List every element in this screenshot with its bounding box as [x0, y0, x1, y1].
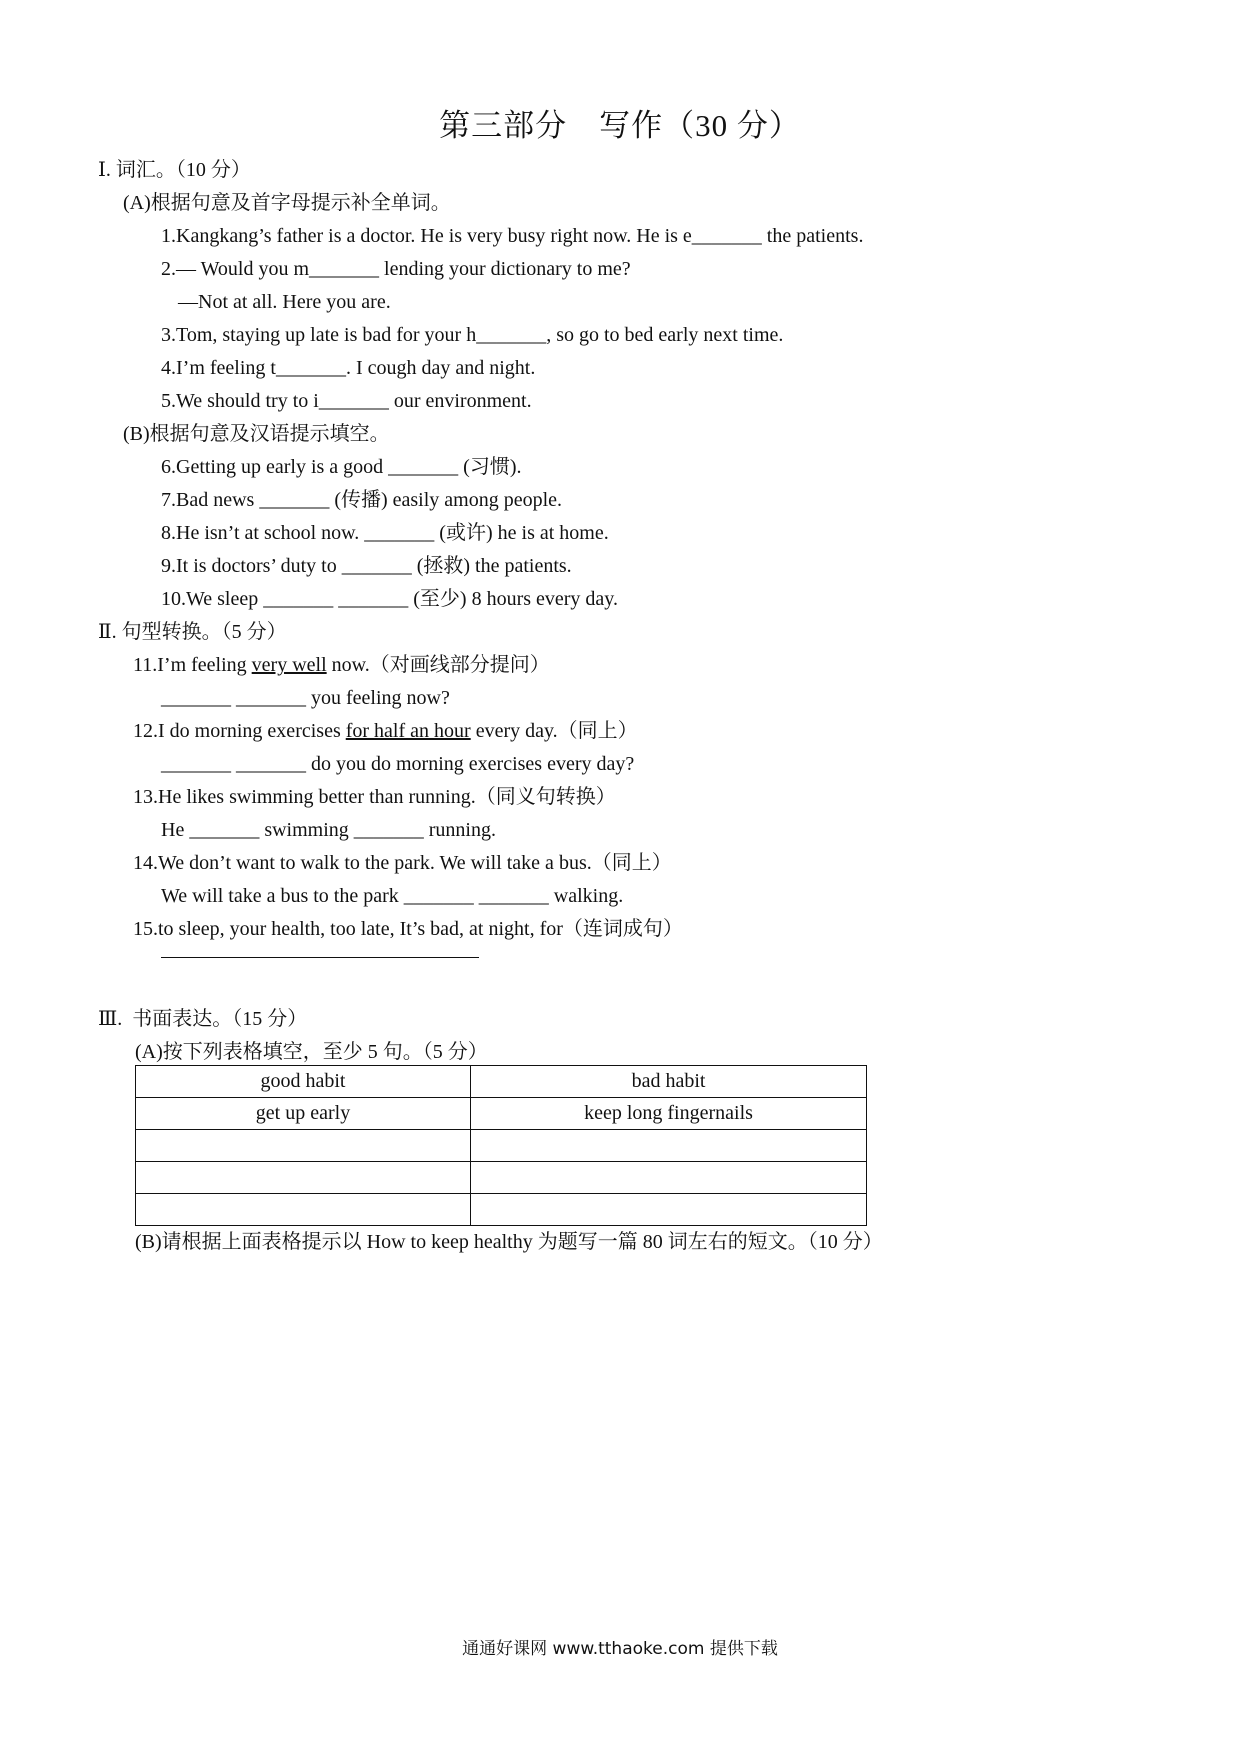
table-header-bad-habit: bad habit: [471, 1066, 867, 1098]
table-row: [136, 1098, 867, 1130]
transform-item-15: 15.to sleep, your health, too late, It’s bad, at night, for（连词成句）: [133, 918, 683, 940]
section2-heading: Ⅱ. 句型转换。（5 分）: [98, 621, 287, 643]
table-cell-good: [136, 1162, 471, 1194]
q11-underlined: very well: [251, 654, 327, 676]
habits-table: [135, 1065, 867, 1226]
vocab-item-5: 5.We should try to i_______ our environment.: [161, 390, 532, 412]
section1-heading: Ⅰ. 词汇。（10 分）: [98, 159, 251, 181]
page-title: 第三部分 写作（30 分）: [439, 108, 801, 143]
q12-underlined: for half an hour: [345, 720, 471, 742]
vocab-item-7: 7.Bad news _______ (传播) easily among people.: [161, 489, 563, 511]
transform-item-11: [133, 653, 550, 677]
section3-heading: Ⅲ. 书面表达。（15 分）: [98, 1008, 308, 1030]
table-cell-good: [136, 1130, 471, 1162]
q11-pre: 11.I’m feeling: [133, 654, 252, 676]
vocab-item-6: 6.Getting up early is a good _______ (习惯).: [161, 456, 522, 478]
transform-answer-12: _______ _______ do you do morning exercises every day?: [161, 753, 635, 775]
transform-answer-13: He _______ swimming _______ running.: [161, 819, 496, 841]
vocab-item-2-response: —Not at all. Here you are.: [178, 291, 391, 313]
section3-partB-instruction: (B)请根据上面表格提示以 How to keep healthy 为题写一篇 80 词左右的短文。（10 分）: [135, 1231, 883, 1253]
vocab-item-3: 3.Tom, staying up late is bad for your h_______, so go to bed early next time.: [161, 324, 784, 346]
table-cell-bad: [471, 1130, 867, 1162]
transform-answer-14: We will take a bus to the park _______ _______ walking.: [161, 885, 624, 907]
table-cell-good: [136, 1194, 471, 1226]
table-row: [136, 1194, 867, 1226]
table-row: [136, 1130, 867, 1162]
table-header-row: [136, 1066, 867, 1098]
table-header-good-habit: good habit: [136, 1066, 471, 1098]
transform-item-14: 14.We don’t want to walk to the park. We will take a bus.（同上）: [133, 852, 672, 874]
vocab-item-9: 9.It is doctors’ duty to _______ (拯救) the patients.: [161, 555, 572, 577]
section1-partA-instruction: (A)根据句意及首字母提示补全单词。: [123, 192, 451, 214]
table-cell-good: get up early: [136, 1098, 471, 1130]
table-cell-bad: keep long fingernails: [471, 1098, 867, 1130]
transform-answer-11: _______ _______ you feeling now?: [161, 687, 450, 709]
vocab-item-2: 2.— Would you m_______ lending your dictionary to me?: [161, 258, 631, 280]
table-cell-bad: [471, 1194, 867, 1226]
section3-partA-instruction: (A)按下列表格填空，至少 5 句。（5 分）: [135, 1041, 488, 1063]
q12-pre: 12.I do morning exercises: [133, 720, 346, 742]
vocab-item-1: 1.Kangkang’s father is a doctor. He is very busy right now. He is e_______ the patients.: [161, 225, 864, 247]
table-cell-bad: [471, 1162, 867, 1194]
section1-partB-instruction: (B)根据句意及汉语提示填空。: [123, 423, 390, 445]
vocab-item-4: 4.I’m feeling t_______. I cough day and night.: [161, 357, 536, 379]
vocab-item-10: 10.We sleep _______ _______ (至少) 8 hours every day.: [161, 588, 619, 610]
vocab-item-8: 8.He isn’t at school now. _______ (或许) he is at home.: [161, 522, 609, 544]
q11-post: now.（对画线部分提问）: [326, 654, 550, 676]
q12-post: every day.（同上）: [470, 720, 638, 742]
answer-line-15: [161, 957, 479, 958]
table-row: [136, 1162, 867, 1194]
transform-item-12: [133, 719, 638, 743]
transform-item-13: 13.He likes swimming better than running.（同义句转换）: [133, 786, 616, 808]
page-footer: 通通好课网 www.tthaoke.com 提供下载: [462, 1639, 778, 1659]
